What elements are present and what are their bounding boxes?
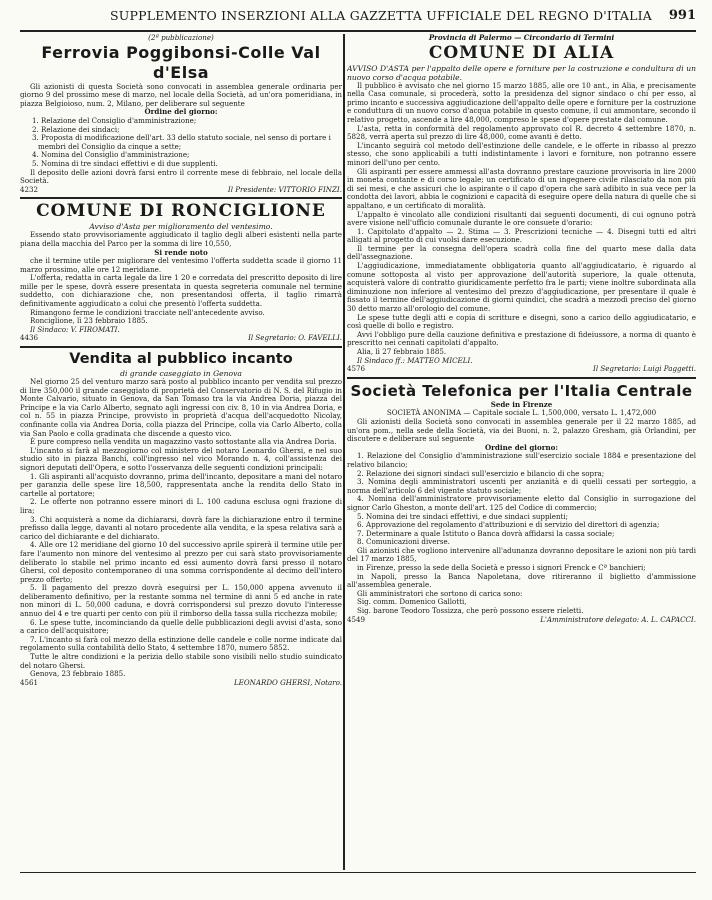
paragraph: Nel giorno 25 del venturo marzo sarà posto al pubblico incanto per vendita sul prezzo di lire 350,000 il grande caseggiato di proprietà del Conservatorio di N. S. del Rifugio in Monte Calvario, situato in Genova, da San Tomaso tra la via Andrea Doria, piazza del Principe e la via Carlo Alberto, segnato agli ingressi con civ. 8, 10 in via Andrea Doria, e col n. 55 in piazza Principe, provvisto in proprietà d'acqua dell'acquedotto Nicolay, confinante colla via Andrea Doria, colla piazza del Principe, colla via Carlo Alberto, colla via San Paolo e colla gradinata che discende a questo vico. [20, 377, 342, 438]
paragraph: Tutte le altre condizioni e la perizia dello stabile sono visibili nello studio suindicato del notaro Ghersi. [20, 652, 342, 670]
signature-line [20, 334, 342, 343]
agenda-item: 1. Relazione del Consiglio d'amministrazione; [32, 115, 197, 125]
paragraph: Sig. comm. Domenico Gallotti, [357, 597, 467, 607]
paragraph: L'incanto si farà al mezzogiorno col ministero del notaro Leonardo Ghersi, e nel suo studio sito in piazza Banchi, coll'ingresso nel vico Morando n. 4, coll'assistenza dei signori deputati dell'Opera, e sotto l'osservanza delle seguenti condizioni principali: [20, 445, 342, 472]
paragraph: 1. Capitolato d'appalto — 2. Stima — 3. Prescrizioni tecniche — 4. Disegni tutti ed altri alligati al progetto di cui vuolsi dare esecuzione. [347, 226, 696, 245]
signature-line [20, 186, 342, 195]
paragraph: È pure compreso nella vendita un magazzino vasto sottostante alla via Andrea Doria. [30, 437, 337, 447]
right-column [347, 34, 696, 870]
paragraph: Gli aspiranti per essere ammessi all'asta dovranno prestare cauzione provvisoria in lire 2000 in moneta contante e di corso legale; un certificato di un ingegnere civile rilasciato da non più di sei mesi, e che assicuri che lo aspirante o il capo d'opera che sarà adibito in sua vece per la condotta dei lavori, abbia le cognizioni e capacità di eseguire opere della natura di quelle che si appaltano, e un certificato di moralità. [347, 166, 696, 210]
section-rule [20, 346, 342, 348]
condition: 2. Le offerte non potranno essere minori di L. 100 caduna esclusa ogni frazione di lira; [20, 497, 342, 515]
condition: 4. Alle ore 12 meridiane del giorno 10 del successivo aprile spirerà il termine utile per fare l'aumento non minore del ventesimo al prezzo per cui sarà stato provvisoriamente deliberato lo stabile nel primo incanto ed essi aumento dovrà farsi presso il notaro Ghersi, col deposito contemporaneo di una somma corrispondente al decimo dell'intero prezzo offerto; [20, 540, 342, 584]
order-heading: Ordine del giorno: [144, 107, 218, 117]
condition: 1. Gli aspiranti all'acquisto dovranno, prima dell'incanto, depositare a mani del notaro per garanzia delle spese lire 18,500, rappresentata anche la rendita dello Stato in cartelle al portatore; [20, 471, 342, 498]
footer-rule [20, 872, 696, 873]
page-number: 991 [668, 8, 696, 23]
notice-code: 4232 [20, 184, 39, 194]
notice-title: COMUNE DI ALIA [428, 42, 615, 63]
agenda-item: 6. Approvazione del regolamento d'attribuzioni e di servizio del direttori di agenzia; [357, 520, 660, 530]
agenda-list [20, 117, 342, 169]
paragraph: Gli azionisti che vogliono intervenire all'adunanza dovranno depositare le azioni non più tardi del 17 marzo 1885, [347, 545, 696, 564]
province-line: Provincia di Palermo — Circondario di Termini [428, 34, 615, 42]
paragraph: in Firenze, presso la sede della Società e presso i signori Frenck e Cª banchieri; [357, 563, 646, 573]
agenda-item: 2. Relazione dei sindaci; [32, 124, 120, 134]
signature-line [347, 616, 696, 625]
paragraph: Il deposito delle azioni dovrà farsi entro il corrente mese di febbraio, nel locale della Società. [20, 167, 342, 186]
date-line: Alia, lì 27 febbraio 1885. [357, 347, 447, 356]
paragraph: Essendo stato provvisoriamente aggiudicato il taglio degli alberi esistenti nella parte piana della macchia del Parco per la somma di lire 10,550, [20, 230, 342, 248]
notice-title: Ferrovia Poggibonsi-Colle Val d'Elsa [41, 42, 321, 82]
paragraph: Sig. barone Teodoro Tossizza, che però possono essere rieletti. [357, 606, 584, 616]
signature-line [20, 679, 342, 688]
agenda-item: 8. Comunicazioni diverse. [357, 537, 450, 547]
notice-code: 4436 [20, 333, 39, 343]
signature: L'Amministratore delegato: A. L. CAPACCI. [540, 614, 696, 624]
paragraph: Gli azionisti della Società sono convocati in assemblea generale per il 22 marzo 1885, ad un'ora pom., nella sede della Società, via dei Buoni, n. 2, palazzo Gresham, già Orlandini, per discutere e deliberare sul seguente [347, 416, 696, 444]
signature: Il Presidente: VITTORIO FINZI. [227, 184, 342, 194]
lead-line: AVVISO D'ASTA per l'appalto delle opere e forniture per la costruzione e condultura di un nuovo corso d'acqua potabile. [347, 63, 696, 82]
notice-telefonica [347, 381, 696, 624]
notice-code: 4561 [20, 677, 39, 687]
paragraph: in Napoli, presso la Banca Napoletana, dove ritireranno il biglietto d'ammissione all'assemblea generale. [347, 571, 696, 590]
notice-title: Vendita al pubblico incanto [69, 351, 293, 368]
notice-title: COMUNE DI RONCIGLIONE [36, 201, 326, 222]
paragraph: L'incanto seguirà col metodo dell'estinzione delle candele, e le offerte in ribasso al prezzo stesso, che sono applicabili a tutti indistintamente i lavori e forniture, non potranno essere minori dell'uno per cento. [347, 140, 696, 167]
agenda-item: 2. Relazione dei signori sindaci sull'esercizio e bilancio di che sopra; [357, 468, 605, 478]
date-line: Genova, 23 febbraio 1885. [30, 669, 126, 679]
section-rule [20, 197, 342, 199]
paragraph: Il termine per la consegna dell'opera scadrà colla fine del quarto mese dalla data dell'assegnazione. [347, 243, 696, 262]
paragraph: L'aggiudicazione, immediatamente obbligatoria quanto all'aggiudicatario, è riguardo al comune sottoposta al visto per approvazione dell'autorità superiore, la quale ottenuta, acquisterà valore di contratto giuridicamente perfetto fra le parti; viene inoltre subordinata alla diminuzione non inferiore al ventesimo del prezzo d'aggiudicazione, per presentare il quale è fissato il termine dell'aggiudicazione di giorni quindici, che scadrà a mezzodì preciso del giorno 30 detto marzo all'orologio del comune. [347, 261, 696, 314]
agenda-item: 4. Nomina dell'amministratore provvisoriamente eletto dal Consiglio in surrogazione del signor Carlo Gheston, a monte dell'art. 125 del Codice di commercio; [347, 494, 696, 512]
notice-subtitle: di grande caseggiato in Genova [120, 369, 242, 379]
notice-vendita [20, 350, 342, 687]
paragraph: Il pubblico è avvisato che nel giorno 15 marzo 1885, alle ore 10 ant., in Alia, e precisamente nella Casa comunale, si procederà, sotto la presidenza del signor sindaco o chi per esso, al primo incanto e successiva aggiudicazione dell'appalto delle opere e forniture per la costruzione e conduttura di un nuovo corso d'acqua potabile in questo comune, il cui ammontare, secondo il relativo progetto, ascende a lire 48,000, compreso le spese d'opere prestate dal comune. [347, 80, 696, 124]
column-divider [343, 34, 345, 870]
condition: 6. Le spese tutte, incominciando da quelle delle pubblicazioni degli avvisi d'asta, sono a carico dell'acquisitore; [20, 617, 342, 636]
agenda-item: 5. Nomina dei tre sindaci effettivi, e due sindaci supplenti; [357, 511, 569, 521]
condition: 7. L'incanto si farà col mezzo della estinzione delle candele e colle norme indicate dal regolamento sulla contabilità dello Stato, 4 settembre 1870, numero 5852. [20, 634, 342, 653]
section-rule [347, 377, 696, 379]
gazette-title: SUPPLEMENTO INSERZIONI ALLA GAZZETTA UFFICIALE DEL REGNO D'ITALIA [110, 8, 653, 23]
notice-subtitle: Avviso d'Asta per miglioramento del ventesimo. [89, 222, 273, 232]
condition: 3. Chi acquisterà a nome da dichiararsi, dovrà fare la dichiarazione entro il termine prefisso dalla legge, davanti al notaro procedente alla vendita, e la spesa relativa sarà a carico del dichiarante e del dichiarato. [20, 514, 342, 541]
paragraph: L'offerta, redatta in carta legale da lire 1 20 e corredata del prescritto deposito di lire mille per le spese, dovrà essere presentata in questa segreteria comunale nel termine suddetto, con dichiarazione che, non presentandosi offerta, il taglio rimarrà definitivamente aggiudicato a colui che presentò l'offerta suddetta. [20, 273, 342, 309]
agenda-item: 7. Determinare a quale Istituto o Banca dovrà affidarsi la cassa sociale; [357, 528, 615, 538]
notice-ferrovia [20, 34, 342, 194]
signature: Il Segretario: O. FAVELLI. [248, 333, 342, 343]
sindaco-signature: Il Sindaco ff.: MATTEO MICELI. [357, 355, 473, 365]
paragraph: Gli azionisti di questa Società sono convocati in assemblea generale ordinaria per giorno 9 del prossimo mese di marzo, nel locale della Società, ad un'ora pomeridiana, in piazza Belgioioso, num. 2, Milano, per deliberare sul seguente [20, 81, 342, 108]
running-header [20, 4, 696, 30]
date-line: Ronciglione, lì 23 febbraio 1885. [30, 316, 148, 326]
notice-code: 4549 [347, 614, 366, 624]
header-rule [20, 30, 696, 32]
paragraph: che il termine utile per migliorare del ventesimo l'offerta suddetta scade il giorno 11 marzo prossimo, alle ore 12 meridiane. [20, 256, 342, 274]
capital-line: SOCIETÀ ANONIMA — Capitale sociale L. 1,500,000, versato L. 1,472,000 [386, 408, 657, 418]
signature: LEONARDO GHERSI, Notaro. [233, 677, 342, 687]
order-heading: Ordine del giorno: [485, 442, 558, 452]
notice-title: Società Telefonica per l'Italia Centrale [350, 381, 693, 400]
agenda-item: 5. Nomina di tre sindaci effettivi e di due supplenti. [32, 158, 218, 168]
paragraph: L'appalto è vincolato alle condizioni risultanti dai seguenti documenti, di cui ognuno potrà avere visione nell'ufficio comunale durante le ore consuete d'orario: [347, 209, 696, 228]
sindaco-signature: Il Sindaco: V. FIROMATI. [30, 324, 120, 334]
agenda-item: 3. Proposta di modificazione dell'art. 33 dello statuto sociale, nel senso di portare i membri del Consiglio da cinque a sette; [32, 133, 331, 151]
agenda-item: 4. Nomina del Consiglio d'amministrazione; [32, 150, 190, 160]
notice-ronciglione [20, 201, 342, 343]
notice-code: 4576 [347, 364, 366, 374]
paragraph: Gli amministratori che sortono di carica sono: [357, 588, 523, 598]
paragraph: Le spese tutte degli atti e copia di scritture e disegni, sono a carico dello aggiudicatario, e così quelle di bollo e registro. [347, 312, 696, 331]
signature: Il Segretario: Luigi Paggetti. [593, 364, 696, 374]
left-column [20, 34, 342, 870]
paragraph: Avvi l'obbligo pure della cauzione definitiva e prestazione di fideiussore, a norma di quanto è prescritto nei cennati capitolati d'appalto. [347, 329, 696, 348]
paragraph: Rimangono ferme le condizioni tracciate nell'antecedente avviso. [30, 307, 265, 317]
notice-heading: Si rende noto [154, 247, 208, 257]
seat-line: Sede in Firenze [490, 399, 553, 409]
publication-number: (2ª pubblicazione) [148, 34, 214, 42]
signature-line [347, 365, 696, 374]
paragraph: L'asta, retta in conformità del regolamento approvato col R. decreto 4 settembre 1870, n. 5828, verrà aperta sul prezzo di lire 48,000, come avanti è detto. [347, 123, 696, 142]
agenda-item: 3. Nomina degli amministratori uscenti per anzianità e di quelli cessati per sorteggio, a norma dell'articolo 6 del vigente statuto sociale; [347, 477, 696, 495]
agenda-item: 1. Relazione del Consiglio d'amministrazione sull'esercizio sociale 1884 e presentazione del relativo bilancio; [347, 451, 696, 469]
notice-alia [347, 34, 696, 374]
condition: 5. Il pagamento del prezzo dovrà eseguirsi per L. 150,000 appena avvenuto il deliberamento definitivo, per la restante somma nel termine di anni 5 ed anche in rate non minori di L. 50,000 caduna, e dovrà corrispondersi sul prezzo dovuto l'interesse annuo del 4 e tre quarti per cento con più il rimborso della tassa sulla ricchezza mobile; [20, 583, 342, 619]
